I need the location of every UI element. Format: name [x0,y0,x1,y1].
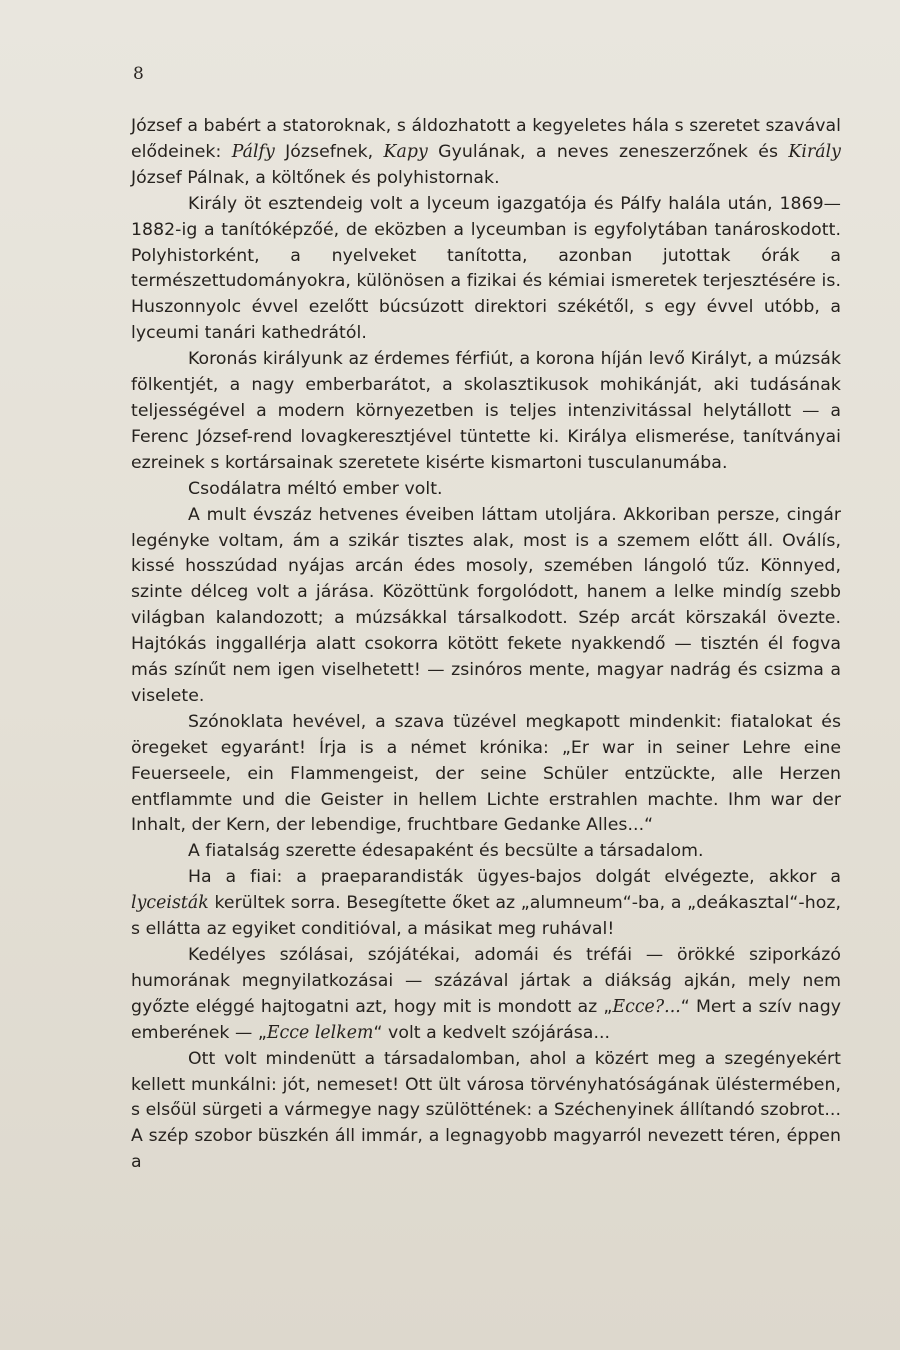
paragraph [131,192,841,347]
text-run: Csodálatra méltó ember volt. [188,478,443,499]
paragraph [131,503,841,710]
paragraph [131,114,841,192]
text-run: Király öt esztendeig volt a lyceum igazgatója és Pálfy halála után, 1869—1882-ig a tanítóképzőé, de eközben a lyceumban is egyfolytában tanároskodott. Polyhistorként, a nyelveket tanította, azonban jutottak órák a természettudományokra, különösen a fizikai és kémiai ismeretek terjesztésére is. Huszonnyolc évvel ezelőtt búcsúzott direktori székétől, s egy évvel utóbb, a lyceumi tanári kathedrától. [131,193,841,344]
text-run: Ha a fiai: a praeparandisták ügyes-bajos dolgát elvégezte, akkor a [188,867,841,888]
paragraph [131,839,841,865]
paragraph [131,347,841,477]
paragraph [131,710,841,840]
paragraph [131,943,841,1047]
text-run: Szónoklata hevével, a szava tüzével megkapott mindenkit: fiatalokat és öregeket egyaránt! Írja is a német krónika: „Er war in seiner Lehre eine Feuerseele, ein Flammengeist, der seine Schüler entzückte, alle Herzen entflammte und die Geister in hellem Lichte erstrahlen machte. Ihm war der Inhalt, der Kern, der lebendige, fruchtbare Gedanke Alles...“ [131,711,841,836]
text-run: “ volt a kedvelt szójárása... [373,1022,611,1043]
text-run: A mult évszáz hetvenes éveiben láttam utoljára. Akkoriban persze, cingár legényke voltam, ám a szikár tisztes alak, most is a szemem előtt áll. Oválís, kissé hosszúdad nyájas arcán édes mosoly, szemében lángoló tűz. Könnyed, szinte délceg volt a járása. Közöttünk forgolódott, hanem a lelke mindíg szebb világban kalandozott; a múzsákkal társalkodott. Szép arcát körszakál övezte. Hajtókás inggallérja alatt csokorra kötött fekete nyakkendő — tisztén él fogva más színűt nem igen viselhetett! — zsinóros mente, magyar nadrág és csizma a viselete. [131,504,841,706]
paragraph [131,865,841,943]
paragraph [131,1047,841,1177]
italic-text: Ecce?... [612,996,681,1017]
text-run: József Pálnak, a költőnek és polyhistornak. [131,167,500,188]
body-text [131,114,841,1176]
text-run: Koronás királyunk az érdemes férfiút, a korona híján levő Királyt, a múzsák fölkentjét, a nagy emberbarátot, a skolasztikusok mohikánját, aki tudásának teljességével a modern környezetben is teljes intenzivitással helytállott — a Ferenc József-rend lovagkeresztjével tüntette ki. Királya elismerése, tanítványai ezreinek s kortársainak szeretete kisérte kismartoni tusculanumába. [131,349,841,473]
page-number: 8 [133,64,144,84]
italic-text: Pálfy [231,141,275,162]
italic-text: Király [788,141,841,162]
paragraph [131,477,841,503]
text-run: Kedélyes szólásai, szójátékai, adomái és tréfái — örökké sziporkázó humorának megnyilatkozásai — százával jártak a diákság ajkán, mely nem győzte eléggé hajtogatni azt, hogy mit is mondott az „ [131,945,841,1017]
text-run: A fiatalság szerette édesapaként és becsülte a társadalom. [188,841,704,862]
text-run: “ Mert a szív nagy emberének — „ [131,996,841,1043]
text-run: Gyulának, a neves zeneszerzőnek és [427,141,789,162]
text-run: Józsefnek, [274,141,384,162]
text-run: kerültek sorra. Besegítette őket az „alumneum“-ba, a „deákasztal“-hoz, s ellátta az egyiket conditióval, a másikat meg ruhával! [131,893,841,940]
text-run: Ott volt mindenütt a társadalomban, ahol a közért meg a szegényekért kellett munkálni: jót, nemeset! Ott ült városa törvényhatóságának üléstermében, s elsőül sürgeti a vármegye nagy szülöttének: a Széchenyinek állítandó szobrot... A szép szobor büszkén áll immár, a legnagyobb magyarról nevezett téren, éppen a [131,1048,841,1173]
italic-text: Kapy [383,141,428,162]
italic-text: lyceisták [131,893,209,914]
italic-text: Ecce lelkem [266,1022,374,1043]
text-run: József a babért a statoroknak, s áldozhatott a kegyeletes hála s szeretet szavával elődeinek: [131,116,841,162]
